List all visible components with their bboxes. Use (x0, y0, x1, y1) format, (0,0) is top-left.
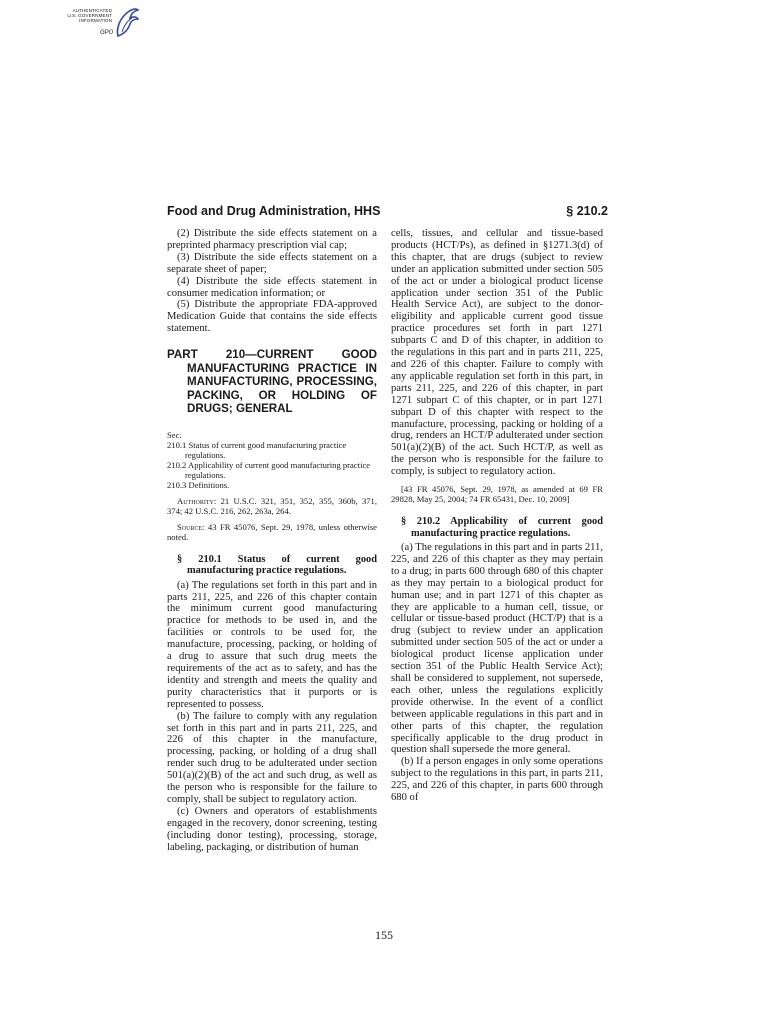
eagle-icon (114, 6, 140, 42)
list-item: (4) Distribute the side effects statement in consumer medication information; or (167, 275, 377, 299)
part-title: PART 210—CURRENT GOOD MANUFACTURING PRACTICE IN MANUFACTURING, PROCESSING, PACKING, OR HOLDING OF DRUGS; GENERAL (167, 348, 377, 416)
source-label: Source: (177, 521, 205, 532)
running-head-title: Food and Drug Administration, HHS (167, 204, 381, 218)
toc-item: 210.3 Definitions. (167, 479, 230, 490)
table-of-contents (167, 430, 377, 490)
seal-text (56, 8, 112, 23)
authority-label: Authority: (177, 495, 217, 506)
list-item: (3) Distribute the side effects statement on a separate sheet of paper; (167, 251, 377, 275)
seal-line: INFORMATION (79, 18, 112, 23)
source-note (167, 522, 377, 542)
running-head-section: § 210.2 (566, 204, 608, 218)
page-number: 155 (375, 928, 393, 942)
right-column (391, 228, 603, 804)
source-text: 43 FR 45076, Sept. 29, 1978, unless otherwise noted. (167, 521, 377, 542)
toc-label: Sec. (167, 429, 182, 440)
gpo-authentication-seal (56, 6, 146, 46)
list-item: (5) Distribute the appropriate FDA-approved Medication Guide that contains the side effects statement. (167, 299, 377, 335)
seal-line: AUTHENTICATED (72, 8, 112, 13)
toc-item: 210.2 Applicability of current good manufacturing practice regulations. (167, 459, 371, 480)
amendment-note: [43 FR 45076, Sept. 29, 1978, as amended at 69 FR 29828, May 25, 2004; 74 FR 65431, Dec. 10, 2009] (391, 484, 603, 505)
paragraph: (b) The failure to comply with any regulation set forth in this part and in parts 211, 225, and 226 of this chapter in the manufacture, processing, packing, or holding of a drug shall render such drug to be adulterated under section 501(a)(2)(B) of the act and such drug, as well as the person who is responsible for the failure to comply, shall be subject to regulatory action. (167, 710, 377, 805)
seal-line: U.S. GOVERNMENT (67, 13, 112, 18)
seal-gpo-label: GPO (100, 30, 114, 36)
list-item: (2) Distribute the side effects statement on a preprinted pharmacy prescription vial cap; (167, 228, 377, 251)
paragraph: (c) Owners and operators of establishments engaged in the recovery, donor screening, testing (including donor testing), processing, storage, labeling, packaging, or distribution of human (167, 805, 377, 853)
section-heading: § 210.1 Status of current good manufacturing practice regulations. (177, 553, 377, 577)
toc-item: 210.1 Status of current good manufacturing practice regulations. (167, 439, 347, 460)
paragraph: (a) The regulations set forth in this part and in parts 211, 225, and 226 of this chapter contain the minimum current good manufacturing practice for methods to be used in, and the facilities or controls to be used for, the manufacture, processing, packing, or holding of a drug to assure that such drug meets the requirements of the act as to safety, and has the identity and strength and meets the quality and purity characteristics that it purports or is represented to possess. (167, 579, 377, 710)
paragraph: cells, tissues, and cellular and tissue-based products (HCT/Ps), as defined in §1271.3(d) of this chapter, that are drugs (subject to review under an application submitted under section 505 of the act or under a biological product license application under section 351 of the Public Health Service Act), are subject to the donor-eligibility and applicable current good tissue practice procedures set forth in part 1271 subparts C and D of this chapter, in addition to the regulations in this part and in parts 211, 225, and 226 of this chapter. Failure to comply with any applicable regulation set forth in this part, in parts 211, 225, and 226 of this chapter, in part 1271 subpart C of this chapter, or in part 1271 subpart D of this chapter with respect to the manufacture, processing, packing or holding of a drug, renders an HCT/P adulterated under section 501(a)(2)(B) of the act. Such HCT/P, as well as the person who is responsible for the failure to comply, is subject to regulatory action. (391, 228, 603, 478)
section-heading: § 210.2 Applicability of current good manufacturing practice regulations. (401, 516, 603, 539)
authority-note (167, 496, 377, 516)
left-column (167, 228, 377, 854)
paragraph: (b) If a person engages in only some operations subject to the regulations in this part, in parts 211, 225, and 226 of this chapter, in parts 600 through 680 of (391, 756, 603, 804)
authority-text: 21 U.S.C. 321, 351, 352, 355, 360b, 371, 374; 42 U.S.C. 216, 262, 263a, 264. (167, 495, 377, 516)
paragraph: (a) The regulations in this part and in parts 211, 225, and 226 of this chapter as they may pertain to a drug; in parts 600 through 680 of this chapter as they may pertain to a biological product for human use; and in part 1271 of this chapter as they are applicable to a human cell, tissue, or cellular or tissue-based product (HCT/P) that is a drug (subject to review under an application submitted under section 505 of the act or under a biological product license application under section 351 of the Public Health Service Act); shall be considered to supplement, not supersede, each other, unless the regulations explicitly provide otherwise. In the event of a conflict between applicable regulations in this part and in other parts of this chapter, the regulation specifically applicable to the drug product in question shall supersede the more general. (391, 542, 603, 756)
